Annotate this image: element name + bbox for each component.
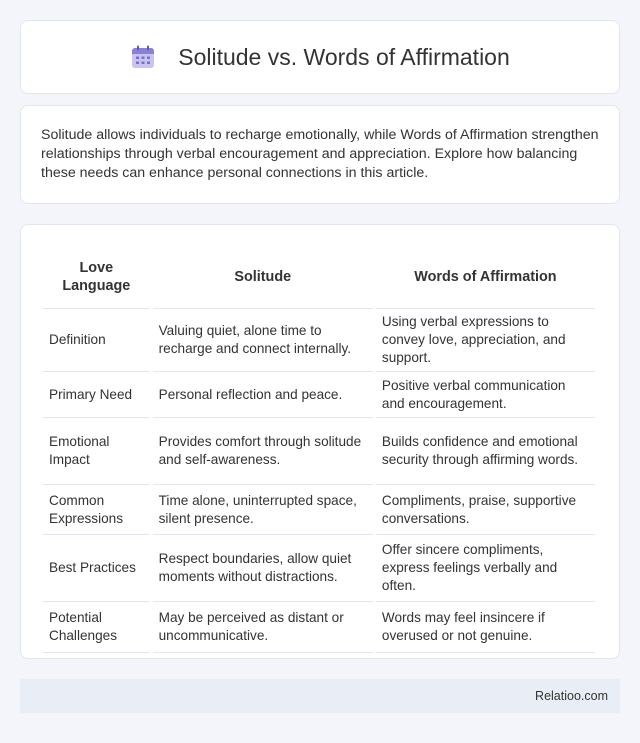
calendar-icon	[130, 44, 156, 70]
intro-text: Solitude allows individuals to recharge emotionally, while Words of Affirmation strengthen relationships through verbal encouragement and appreciation. Explore how balancing these needs can enhance personal connections in this article.	[41, 127, 599, 181]
solitude-cell: Provides comfort through solitude and self-awareness.	[153, 418, 373, 485]
row-label: Definition	[43, 309, 150, 372]
solitude-cell: Personal reflection and peace.	[153, 372, 373, 418]
solitude-cell: Respect boundaries, allow quiet moments without distractions.	[153, 535, 373, 602]
row-label: Best Practices	[43, 535, 150, 602]
row-label: Emotional Impact	[43, 418, 150, 485]
solitude-cell: Valuing quiet, alone time to recharge and connect internally.	[153, 309, 373, 372]
table-row	[43, 372, 595, 418]
column-header-solitude: Solitude	[153, 245, 373, 309]
affirmation-cell: Using verbal expressions to convey love, appreciation, and support.	[376, 309, 595, 372]
comparison-table-card	[20, 224, 620, 659]
footer	[20, 679, 620, 713]
column-header-love-language: Love Language	[43, 245, 150, 309]
row-label: Potential Challenges	[43, 602, 150, 653]
table-row	[43, 602, 595, 653]
affirmation-cell: Words may feel insincere if overused or not genuine.	[376, 602, 595, 653]
table-row	[43, 418, 595, 485]
affirmation-cell: Offer sincere compliments, express feelings verbally and often.	[376, 535, 595, 602]
row-label: Common Expressions	[43, 485, 150, 535]
intro-card	[20, 105, 620, 204]
table-row	[43, 485, 595, 535]
comparison-table	[40, 245, 598, 653]
affirmation-cell: Compliments, praise, supportive conversations.	[376, 485, 595, 535]
solitude-cell: May be perceived as distant or uncommunicative.	[153, 602, 373, 653]
footer-brand: Relatioo.com	[535, 689, 608, 703]
table-row	[43, 309, 595, 372]
page-title: Solitude vs. Words of Affirmation	[178, 43, 510, 70]
row-label: Primary Need	[43, 372, 150, 418]
affirmation-cell: Positive verbal communication and encouragement.	[376, 372, 595, 418]
affirmation-cell: Builds confidence and emotional security through affirming words.	[376, 418, 595, 485]
table-row	[43, 535, 595, 602]
title-card	[20, 20, 620, 94]
column-header-words-of-affirmation: Words of Affirmation	[376, 245, 595, 309]
solitude-cell: Time alone, uninterrupted space, silent presence.	[153, 485, 373, 535]
table-header-row	[43, 245, 595, 309]
